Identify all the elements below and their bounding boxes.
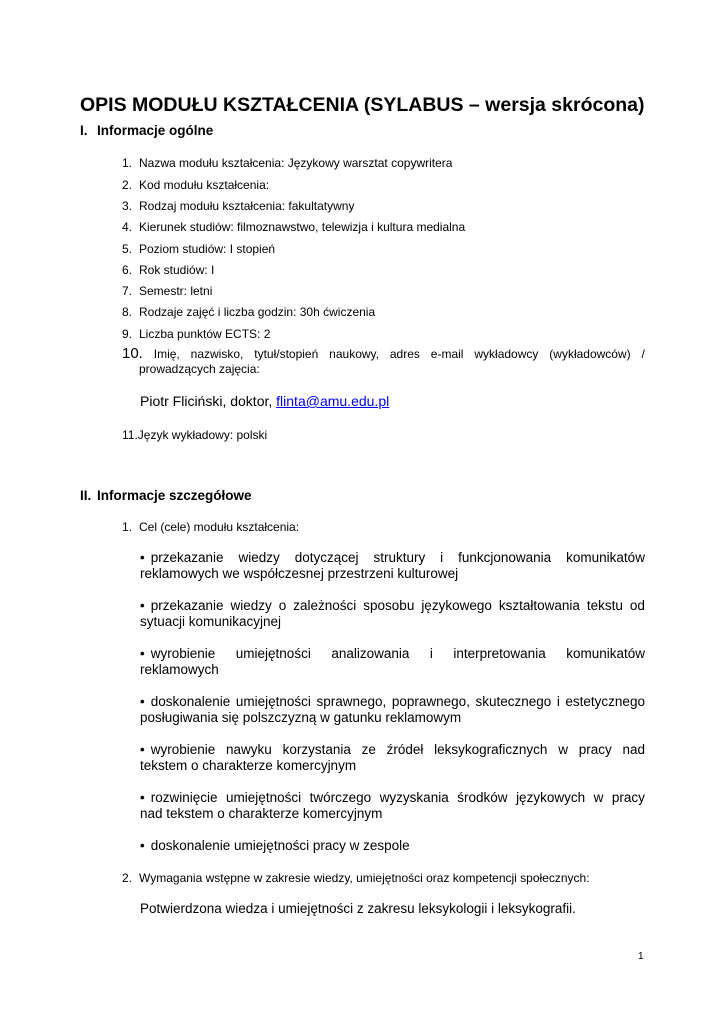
section-2-number: II. xyxy=(80,488,92,503)
goal-word-group xyxy=(140,598,224,614)
list-item-number: 3. xyxy=(122,199,133,213)
goal-word: wyrobienie xyxy=(150,646,216,661)
goal-word: korzystania xyxy=(282,742,351,757)
list-item-text: Język wykładowy: polski xyxy=(137,428,268,442)
list-item-text: Wymagania wstępne w zakresie wiedzy, umiejętności oraz kompetencji społecznych: xyxy=(139,871,590,885)
goal-text: doskonalenie umiejętności pracy w zespole xyxy=(150,838,410,853)
goal-word-group xyxy=(283,742,351,758)
goal-word-group xyxy=(226,790,301,806)
goal-word: pracy xyxy=(578,742,612,757)
section-1-heading xyxy=(80,123,213,138)
item-10-word: wykładowcy xyxy=(474,347,539,361)
goal-word-group xyxy=(236,646,311,662)
goal-word-group xyxy=(458,550,551,566)
lecturer-email-link[interactable]: flinta@amu.edu.pl xyxy=(276,393,390,409)
goal-word-group xyxy=(387,742,424,758)
goal-word-group xyxy=(612,790,645,806)
goal-line-1 xyxy=(140,646,645,662)
goal-word: wiedzy xyxy=(230,598,272,613)
bullet-icon: • xyxy=(140,790,145,805)
page-number: 1 xyxy=(638,951,644,962)
goal-word: zależności xyxy=(293,598,357,613)
bullet-icon: • xyxy=(140,646,145,661)
goal-word-group xyxy=(499,598,580,614)
bullet-icon: • xyxy=(140,550,145,565)
list-item-number: 1. xyxy=(122,520,133,534)
item-10-word: adres xyxy=(389,347,420,361)
goal-word-group xyxy=(594,790,604,806)
list-item-text: Liczba punktów ECTS: 2 xyxy=(139,327,271,341)
list-item-number: 5. xyxy=(122,242,133,256)
item-10-word: Imię, xyxy=(153,347,180,361)
goal-word: umiejętności xyxy=(235,646,311,661)
goal-word: środków xyxy=(457,790,508,805)
goal-word: przekazanie xyxy=(150,598,224,613)
goal-word: komunikatów xyxy=(566,550,645,565)
goal-word-group xyxy=(566,646,645,662)
goal-word-group xyxy=(331,646,409,662)
goal-line-1 xyxy=(140,694,645,710)
goal-word: i xyxy=(556,694,560,709)
goal-bullet-item xyxy=(140,646,645,678)
item-10-word: naukowy, xyxy=(329,347,379,361)
goal-bullet-item xyxy=(140,790,645,822)
goal-bullet-item xyxy=(140,694,645,726)
goal-word-group xyxy=(434,742,547,758)
detail-item-2 xyxy=(122,871,590,885)
goal-bullet-item xyxy=(140,550,645,582)
goal-line-1 xyxy=(140,550,645,566)
goal-word-group xyxy=(373,550,425,566)
goal-word: w xyxy=(558,742,568,757)
list-item-text: Semestr: letni xyxy=(139,284,213,298)
goal-line-1 xyxy=(140,790,645,806)
goal-word-group xyxy=(363,598,414,614)
goal-word: tekstu xyxy=(586,598,623,613)
goal-word-group xyxy=(140,790,218,806)
list-item-number: 8. xyxy=(122,305,133,319)
list-item-number: 10. xyxy=(122,345,143,362)
list-item-text: Kod modułu kształcenia: xyxy=(139,178,270,192)
item-10-line-1 xyxy=(122,346,645,362)
goal-word-group xyxy=(565,694,645,710)
goal-word-group xyxy=(293,598,356,614)
goal-word-group xyxy=(453,646,545,662)
goal-word: sposobu xyxy=(363,598,415,613)
goal-word-group xyxy=(587,598,623,614)
bullet-icon: • xyxy=(140,598,145,613)
goal-word: nawyku xyxy=(226,742,272,757)
goal-word: pracy xyxy=(611,790,645,805)
list-item-text: Rodzaj modułu kształcenia: fakultatywny xyxy=(139,199,355,213)
requirements-text: Potwierdzona wiedza i umiejętności z zakresu leksykologii i leksykografii. xyxy=(140,901,576,916)
goal-word: sprawnego, xyxy=(316,694,387,709)
goal-word: ze xyxy=(361,742,376,757)
goal-word: umiejętności xyxy=(235,694,311,709)
goal-word: komunikatów xyxy=(566,646,645,661)
goal-word: doskonalenie xyxy=(150,694,231,709)
goal-word: umiejętności xyxy=(226,790,302,805)
goal-word-group xyxy=(475,694,551,710)
goal-word-group xyxy=(516,790,585,806)
item-10-word: / xyxy=(641,347,645,361)
goal-word-group xyxy=(295,550,359,566)
item-10-word: (wykładowców) xyxy=(549,347,631,361)
bullet-icon: • xyxy=(140,838,145,853)
item-10-word: e-mail xyxy=(430,347,464,361)
list-item-number: 6. xyxy=(122,263,133,277)
bullet-icon: • xyxy=(140,694,145,709)
goal-word-group xyxy=(421,598,492,614)
goal-line-2: sytuacji komunikacyjnej xyxy=(140,614,282,629)
goal-word-group xyxy=(279,598,287,614)
goal-word: analizowania xyxy=(331,646,410,661)
list-item-7 xyxy=(122,284,212,298)
section-2-title: Informacje szczegółowe xyxy=(97,488,252,503)
goal-word: wiedzy xyxy=(238,550,280,565)
goal-line-1 xyxy=(140,838,645,854)
goal-word: wyrobienie xyxy=(150,742,216,757)
goal-word-group xyxy=(236,694,311,710)
item-10-line-2: prowadzących zajęcia: xyxy=(139,362,260,376)
goal-line-2: nad tekstem o charakterze komercyjnym xyxy=(140,806,383,821)
list-item-text: Nazwa modułu kształcenia: Językowy warsztat copywritera xyxy=(139,156,453,170)
list-item-text: Rodzaje zajęć i liczba godzin: 30h ćwiczenia xyxy=(139,305,376,319)
list-item-9 xyxy=(122,327,270,341)
goal-word: nad xyxy=(622,742,645,757)
goal-word-group xyxy=(231,598,272,614)
goal-word: wyzyskania xyxy=(379,790,449,805)
goal-word-group xyxy=(140,742,215,758)
goal-word-group xyxy=(310,790,372,806)
goal-word: dotyczącej xyxy=(294,550,359,565)
goal-word: i xyxy=(429,646,433,661)
goal-line-2: tekstem o charakterze komercyjnym xyxy=(140,758,357,773)
bullet-icon: • xyxy=(140,742,145,757)
goal-line-2: reklamowych xyxy=(140,662,219,677)
goal-word: kształtowania xyxy=(498,598,580,613)
goal-word-group xyxy=(392,694,470,710)
goal-word-group xyxy=(238,550,279,566)
goal-word-group xyxy=(566,550,645,566)
goal-word-group xyxy=(579,742,612,758)
goal-word-group xyxy=(140,550,224,566)
goal-word: funkcjonowania xyxy=(458,550,552,565)
goal-word-group xyxy=(557,694,560,710)
list-item-11 xyxy=(122,428,267,442)
list-item-8 xyxy=(122,305,375,319)
goal-bullet-item xyxy=(140,598,645,630)
goal-word-group xyxy=(630,598,645,614)
lecturer-info xyxy=(140,393,389,409)
list-item-text: Rok studiów: I xyxy=(139,263,215,277)
section-1-number: I. xyxy=(80,123,88,138)
goal-word: w xyxy=(593,790,604,805)
list-item-text: Cel (cele) modułu kształcenia: xyxy=(139,520,300,534)
goal-line-2: reklamowych we współczesnej przestrzeni kulturowej xyxy=(140,566,459,581)
goal-word-group xyxy=(558,742,568,758)
list-item-text: Poziom studiów: I stopień xyxy=(139,242,276,256)
goal-word-group xyxy=(457,790,507,806)
list-item-2 xyxy=(122,178,269,192)
goal-word-group xyxy=(622,742,645,758)
goal-line-2: posługiwania się polszczyzną w gatunku reklamowym xyxy=(140,710,462,725)
section-1-title: Informacje ogólne xyxy=(97,123,214,138)
goal-word-group xyxy=(226,742,272,758)
item-10-word: nazwisko, xyxy=(190,347,244,361)
section-2-heading xyxy=(80,488,252,503)
page-title: OPIS MODUŁU KSZTAŁCENIA (SYLABUS – wersja skrócona) xyxy=(80,94,645,116)
goal-word: językowego xyxy=(421,598,492,613)
goal-word: struktury xyxy=(373,550,426,565)
goal-word: od xyxy=(629,598,645,613)
list-item-text: Kierunek studiów: filmoznawstwo, telewizja i kultura medialna xyxy=(139,220,466,234)
goal-word-group xyxy=(362,742,376,758)
goal-word: przekazanie xyxy=(150,550,224,565)
list-item-4 xyxy=(122,220,465,234)
list-item-number: 11. xyxy=(122,428,138,442)
list-item-number: 2. xyxy=(122,871,133,885)
goal-line-1 xyxy=(140,742,645,758)
list-item-number: 7. xyxy=(122,284,133,298)
goal-word: interpretowania xyxy=(453,646,546,661)
list-item-number: 4. xyxy=(122,220,133,234)
goal-word: rozwinięcie xyxy=(150,790,218,805)
goal-bullet-item xyxy=(140,742,645,774)
goal-word: leksykograficznych xyxy=(434,742,548,757)
goal-word-group xyxy=(380,790,449,806)
goal-word: o xyxy=(278,598,287,613)
list-item-3 xyxy=(122,199,354,213)
goal-word: skutecznego xyxy=(475,694,552,709)
list-item-number: 1. xyxy=(122,156,133,170)
goal-word: estetycznego xyxy=(565,694,645,709)
goal-word: poprawnego, xyxy=(391,694,470,709)
list-item-5 xyxy=(122,242,275,256)
list-item-6 xyxy=(122,263,214,277)
goal-word-group xyxy=(440,550,443,566)
goal-bullet-item xyxy=(140,838,645,854)
goal-word: i xyxy=(440,550,444,565)
goal-word-group xyxy=(140,646,215,662)
list-item-number: 9. xyxy=(122,327,133,341)
item-10-word: tytuł/stopień xyxy=(254,347,319,361)
goal-word-group xyxy=(316,694,386,710)
list-item-number: 2. xyxy=(122,178,133,192)
goal-word: źródeł xyxy=(386,742,424,757)
goal-word: językowych xyxy=(516,790,586,805)
goal-line-1 xyxy=(140,598,645,614)
list-item-10 xyxy=(122,346,645,377)
goal-word: twórczego xyxy=(309,790,372,805)
lecturer-name: Piotr Fliciński, doktor, xyxy=(140,393,273,409)
list-item-1 xyxy=(122,156,452,170)
goal-word-group xyxy=(430,646,433,662)
detail-item-1 xyxy=(122,520,299,534)
goal-word-group xyxy=(140,694,230,710)
